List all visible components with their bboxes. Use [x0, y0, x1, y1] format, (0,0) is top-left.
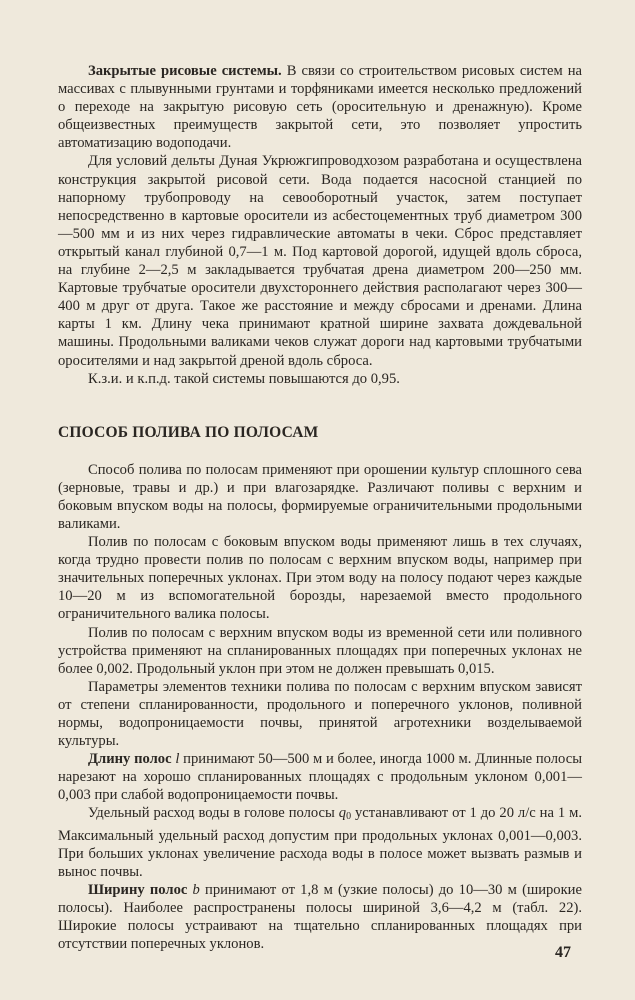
paragraph-danube-delta: Для условий дельты Дуная Укрюжгипроводхозом разработана и осуществлена конструкция закрытой рисовой сети. Вода подается насосной станцией по напорному трубопроводу на севооборотный участок, затем поступает непосредственно в картовые оросители из асбестоцементных труб диаметром 300—500 мм и из них через гидравлические автоматы в чеки. Сброс представляет открытый канал глубиной 0,7—1 м. Под картовой дорогой, идущей вдоль сброса, на глубине 2—2,5 м закладывается трубчатая дрена диаметром 200—250 мм. Картовые трубчатые оросители двухстороннего действия располагают через 300—400 м друг от друга. Такое же расстояние и между сбросами и дренами. Длина карты 1 км. Длину чека принимают кратной ширине захвата дождевальной машины. Продольными валиками чеков служат дороги над картовыми трубчатыми оросителями и над закрытой дреной вдоль сброса.	[58, 153, 582, 369]
paragraph-strip-length	[58, 750, 582, 804]
paragraph-top-inflow: Полив по полосам с верхним впуском воды из временной сети или поливного устройства применяют на спланированных площадях при поперечных уклонах не более 0,002. Продольный уклон при этом не должен превышать 0,015.	[58, 624, 582, 677]
paragraph-lead-term: Ширину полос	[88, 881, 188, 898]
paragraph-lead-term: Закрытые рисовые системы.	[88, 63, 282, 79]
paragraph-efficiency: К.з.и. и к.п.д. такой системы повышаются до 0,95.	[88, 370, 400, 387]
paragraph-strip-irrigation-intro: Способ полива по полосам применяют при орошении культур сплошного сева (зерновые, травы и др.) и при влагозарядке. Различают поливы с верхним и боковым впуском воды на полосы, формируемые ограничительными продольными валиками.	[58, 461, 582, 532]
paragraph-text: Удельный расход воды в голове полосы	[88, 805, 339, 822]
paragraph-parameters: Параметры элементов техники полива по полосам с верхним впуском зависят от степени спланированности, продольного и поперечного уклонов, поливной нормы, водопроницаемости почвы, принятой агротехники возделываемой культуры.	[58, 678, 582, 750]
paragraph-lead-term: Длину полос	[88, 751, 172, 768]
paragraph-side-inflow: Полив по полосам с боковым впуском воды применяют лишь в тех случаях, когда трудно провести полив по полосам с верхним впуском воды, например при значительных поперечных уклонах. При этом воду на полосу подают через каждые 10—20 м из вспомогательной борозды, нарезаемой вместо продольного ограничительного валика полосы.	[58, 534, 582, 623]
paragraph-specific-discharge	[58, 804, 582, 880]
paragraph-text: принимают 50—500 м и более, иногда 1000 м. Длинные полосы нарезают на хорошо спланированных площадях с продольным уклоном 0,001—0,003 при слабой водопроницаемости почвы.	[58, 751, 582, 804]
variable-l: l	[175, 751, 180, 768]
paragraph-text: устанавливают от 1 до 20 л/с на 1 м. Максимальный удельный расход допустим при продольных уклонах 0,001—0,003. При больших уклонах увеличение расхода воды в полосе может вызвать размыв и вынос почвы.	[58, 805, 582, 880]
paragraph-closed-rice-systems	[58, 62, 582, 152]
paragraph-text: В связи со строительством рисовых систем на массивах с плывунными грунтами и торфяниками имеется несколько предложений о переходе на закрытую рисовую сеть (оросительную и дренажную). Кроме общеизвестных преимуществ закрытой сети, это позволяет упростить автоматизацию водоподачи.	[58, 63, 582, 152]
variable-q: q	[338, 805, 347, 822]
page-body	[58, 62, 582, 953]
paragraph-text: принимают от 1,8 м (узкие полосы) до 10—30 м (широкие полосы). Наиболее распространены полосы шириной 3,6—4,2 м (табл. 22). Широкие полосы устраивают на тщательно спланированных площадях при отсутствии поперечных уклонов.	[58, 881, 582, 953]
variable-b: b	[192, 881, 200, 898]
page-number: 47	[555, 944, 571, 961]
paragraph-strip-width	[58, 881, 582, 953]
section-heading: СПОСОБ ПОЛИВА ПО ПОЛОСАМ	[58, 423, 319, 441]
variable-q-subscript: 0	[346, 811, 352, 823]
